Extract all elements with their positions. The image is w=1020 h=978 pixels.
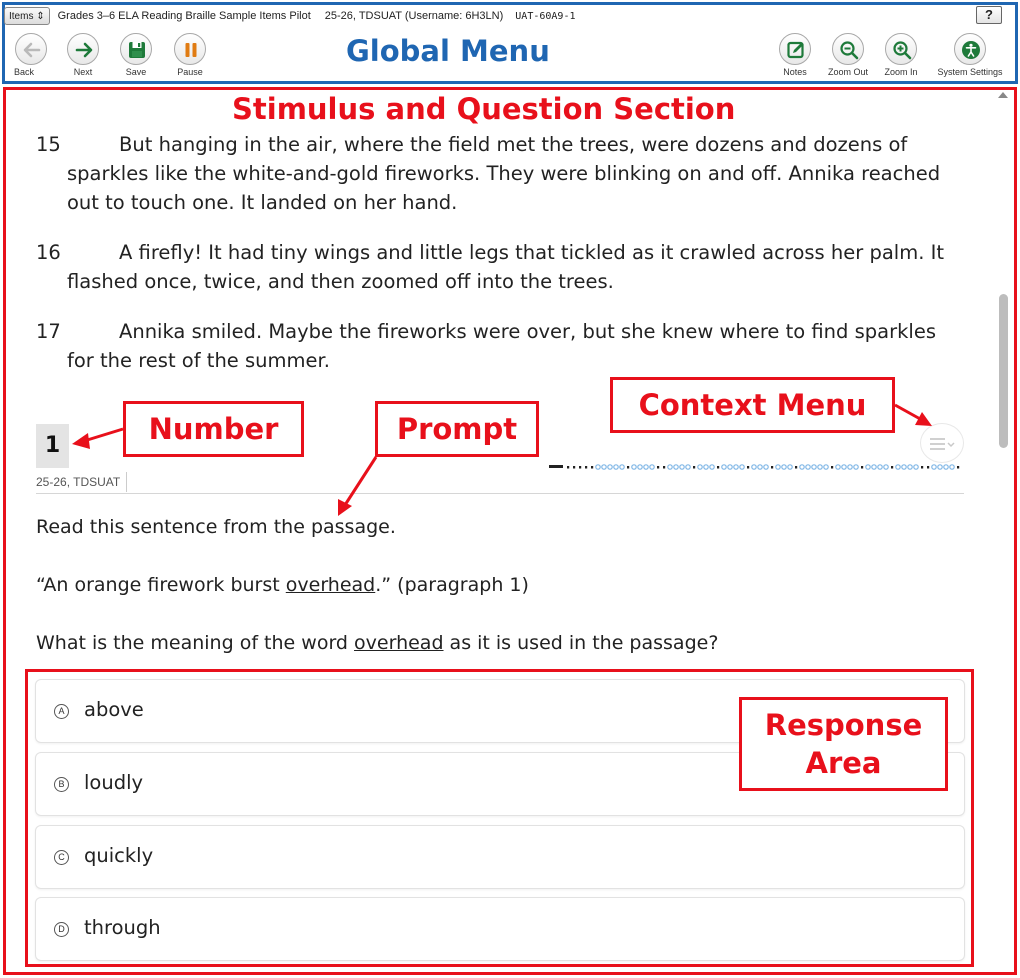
progress-dot xyxy=(854,465,858,469)
back-button-circle xyxy=(15,33,47,65)
next-button-circle xyxy=(67,33,99,65)
progress-dot xyxy=(680,465,684,469)
question-number: 1 xyxy=(36,424,69,468)
progress-dot xyxy=(842,465,846,469)
progress-dot xyxy=(764,465,768,469)
system-settings-label: System Settings xyxy=(937,67,1003,77)
arrow-left-icon xyxy=(21,39,43,61)
quote-underlined-word: overhead xyxy=(285,574,376,596)
ask-before: What is the meaning of the word xyxy=(36,632,355,654)
progress-dot xyxy=(644,465,648,469)
zoom-out-button[interactable] xyxy=(822,33,874,77)
progress-dot xyxy=(698,465,702,469)
progress-dot xyxy=(800,465,804,469)
progress-dot xyxy=(591,466,593,469)
progress-dot xyxy=(620,465,624,469)
pause-label: Pause xyxy=(177,67,203,77)
progress-dot xyxy=(957,466,959,469)
progress-dot xyxy=(567,466,569,469)
save-button[interactable] xyxy=(110,33,162,77)
progress-dot xyxy=(782,465,786,469)
progress-dot xyxy=(878,465,882,469)
progress-dot xyxy=(752,465,756,469)
progress-dot xyxy=(747,466,749,469)
zoom-in-button-circle xyxy=(885,33,917,65)
braille-progress-dots xyxy=(549,462,965,470)
progress-dot xyxy=(740,465,744,469)
session-info: 25-26, TDSUAT (Username: 6H3LN) xyxy=(324,10,504,22)
floppy-disk-icon xyxy=(126,39,148,61)
ask-after: as it is used in the passage? xyxy=(443,632,719,654)
progress-dot xyxy=(818,465,822,469)
choice-letter-icon: A xyxy=(54,704,69,719)
choice-text: through xyxy=(84,916,161,939)
progress-dot xyxy=(776,465,780,469)
choice-letter-icon: B xyxy=(54,777,69,792)
progress-dot xyxy=(728,465,732,469)
progress-dot xyxy=(836,465,840,469)
progress-dot xyxy=(734,465,738,469)
passage-paragraph xyxy=(36,317,936,375)
progress-dot xyxy=(693,466,695,469)
progress-dot xyxy=(758,465,762,469)
progress-dot xyxy=(657,466,659,469)
progress-dot xyxy=(722,465,726,469)
progress-dot xyxy=(806,465,810,469)
progress-dot xyxy=(914,465,918,469)
pause-button-circle xyxy=(174,33,206,65)
paragraph-number: 15 xyxy=(36,133,61,156)
choice-letter-icon: C xyxy=(54,850,69,865)
number-annotation: Number xyxy=(123,401,304,457)
progress-dot xyxy=(788,465,792,469)
response-area-box xyxy=(25,669,974,967)
updown-chevron-icon: ⇕ xyxy=(36,11,45,22)
prompt-intro: Read this sentence from the passage. xyxy=(36,516,396,538)
progress-dot xyxy=(896,465,900,469)
notes-label: Notes xyxy=(783,67,807,77)
response-annotation-line2: Area xyxy=(805,746,882,780)
paragraph-text: Annika smiled. Maybe the fireworks were over, but she knew where to find sparkles for the rest of the summer. xyxy=(67,320,936,372)
progress-dot xyxy=(771,466,773,469)
progress-dot xyxy=(932,465,936,469)
pause-button[interactable] xyxy=(164,33,216,77)
save-button-circle xyxy=(120,33,152,65)
progress-dot xyxy=(884,465,888,469)
response-annotation-line1: Response xyxy=(764,708,923,742)
progress-dot xyxy=(632,465,636,469)
item-id: 25-26, TDSUAT xyxy=(36,472,127,492)
progress-dot xyxy=(921,466,923,469)
choice-letter-icon: D xyxy=(54,922,69,937)
progress-dot xyxy=(872,465,876,469)
paragraph-text: A firefly! It had tiny wings and little legs that tickled as it crawled across her palm. It flashed once, twice, and then zoomed off into the trees. xyxy=(67,241,944,293)
progress-dot xyxy=(674,465,678,469)
system-settings-button-circle xyxy=(954,33,986,65)
progress-dot xyxy=(579,466,581,469)
progress-dot xyxy=(717,466,719,469)
progress-dot xyxy=(861,466,863,469)
progress-dot xyxy=(795,466,797,469)
progress-dot xyxy=(638,465,642,469)
progress-dot xyxy=(944,465,948,469)
progress-dot xyxy=(824,465,828,469)
choice-text: quickly xyxy=(84,844,154,867)
passage-paragraph xyxy=(36,130,961,217)
quote-before: “An orange firework burst xyxy=(36,574,286,596)
paragraph-number: 16 xyxy=(36,241,61,264)
progress-dot xyxy=(902,465,906,469)
choice-text: above xyxy=(84,698,144,721)
context-menu-annotation: Context Menu xyxy=(610,377,895,433)
prompt-quote xyxy=(36,574,529,596)
progress-dot xyxy=(950,465,954,469)
test-name: Grades 3–6 ELA Reading Braille Sample Items Pilot xyxy=(57,10,311,22)
session-id: UAT-60A9-1 xyxy=(515,10,576,22)
zoom-out-button-circle xyxy=(832,33,864,65)
system-settings-button[interactable] xyxy=(930,33,1010,77)
progress-dot xyxy=(608,465,612,469)
items-dropdown-label: Items xyxy=(9,11,34,22)
scroll-up-arrow-icon[interactable] xyxy=(998,92,1008,98)
progress-dot xyxy=(938,465,942,469)
items-dropdown[interactable] xyxy=(4,7,50,25)
progress-dot xyxy=(573,466,575,469)
progress-dot xyxy=(614,465,618,469)
help-button[interactable]: ? xyxy=(976,6,1002,24)
progress-dot xyxy=(891,466,893,469)
next-button[interactable] xyxy=(57,33,109,77)
context-menu-button[interactable] xyxy=(920,423,964,463)
notes-pencil-icon xyxy=(785,39,807,61)
question-divider xyxy=(36,493,964,494)
notes-button[interactable] xyxy=(769,33,821,77)
quote-after: .” (paragraph 1) xyxy=(375,574,529,596)
progress-dot xyxy=(908,465,912,469)
progress-dot xyxy=(866,465,870,469)
progress-dot xyxy=(704,465,708,469)
arrow-right-icon xyxy=(73,39,95,61)
paragraph-number: 17 xyxy=(36,320,61,343)
progress-dot xyxy=(710,465,714,469)
progress-dot xyxy=(686,465,690,469)
progress-dot xyxy=(812,465,816,469)
accessibility-icon xyxy=(960,39,982,61)
zoom-in-icon xyxy=(891,39,913,61)
save-label: Save xyxy=(125,67,147,77)
passage-paragraph xyxy=(36,238,961,296)
paragraph-text: But hanging in the air, where the field met the trees, were dozens and dozens of sparkles like the white-and-gold fireworks. They were blinking on and off. Annika reached out to touch one. It landed on her hand. xyxy=(67,133,941,214)
scrollbar-thumb[interactable] xyxy=(999,294,1008,448)
back-button[interactable] xyxy=(5,33,57,77)
zoom-out-label: Zoom Out xyxy=(827,67,868,77)
ask-underlined-word: overhead xyxy=(354,632,444,654)
prompt-question xyxy=(36,632,718,654)
next-label: Next xyxy=(73,67,93,77)
progress-dot xyxy=(627,466,629,469)
zoom-in-label: Zoom In xyxy=(884,67,918,77)
global-menu-annotation: Global Menu xyxy=(346,34,550,68)
progress-dot xyxy=(927,466,929,469)
prompt-annotation: Prompt xyxy=(375,401,539,457)
progress-dot xyxy=(831,466,833,469)
section-annotation: Stimulus and Question Section xyxy=(232,92,736,126)
test-info-bar xyxy=(4,4,1008,28)
progress-dot xyxy=(602,465,606,469)
progress-dot xyxy=(668,465,672,469)
choice-text: loudly xyxy=(84,771,144,794)
zoom-out-icon xyxy=(838,39,860,61)
progress-dot xyxy=(596,465,600,469)
zoom-in-button[interactable] xyxy=(875,33,927,77)
menu-lines-icon xyxy=(928,434,958,454)
progress-dot xyxy=(585,466,587,469)
progress-dot xyxy=(848,465,852,469)
pause-icon xyxy=(180,39,202,61)
progress-dot xyxy=(663,466,665,469)
progress-dot xyxy=(650,465,654,469)
notes-button-circle xyxy=(779,33,811,65)
back-label: Back xyxy=(14,67,35,77)
